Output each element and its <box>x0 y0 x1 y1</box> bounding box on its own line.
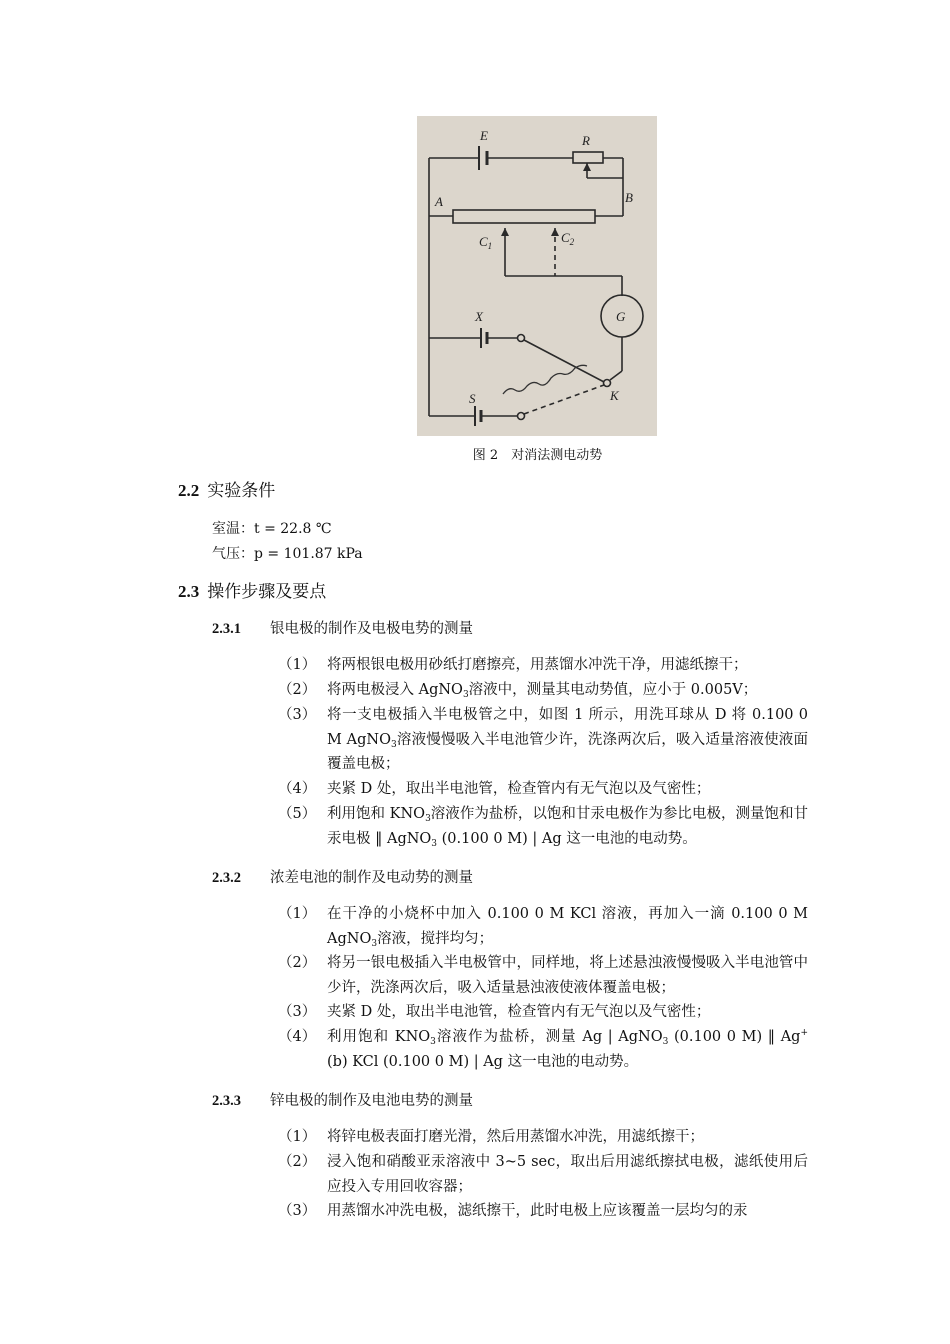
list-item: （2） 将两电极浸入 AgNO$_3$溶液中，测量其电动势值，应小于 0.005V； <box>278 682 758 700</box>
section-heading-2-3: 2.3 操作步骤及要点 <box>178 582 327 602</box>
circuit-figure <box>417 116 657 436</box>
list-item: （5） 利用饱和 $KNO_3$溶液作为盐桥，以饱和甘汞电极作为参比电极，测量饱和甘汞电极 ‖ AgNO$_3$ (0.100 0 M) | Ag 这一电池的电动势。 <box>278 806 808 849</box>
list-item: （3） 用蒸馏水冲洗电极，滤纸擦干，此时电极上应该覆盖一层均匀的汞 <box>278 1203 748 1219</box>
label-B: B <box>625 190 633 205</box>
label-C2: $C_2$ <box>561 230 575 247</box>
list-item: （3） 夹紧 D 处，取出半电池管，检查管内有无气泡以及气密性； <box>278 1004 711 1020</box>
list-item: （1） 在干净的小烧杯中加入 0.100 0 M KCl 溶液，再加入一滴 0.100 0 M AgNO$_3$溶液，搅拌均匀； <box>278 906 808 949</box>
label-A: A <box>435 194 443 209</box>
section-heading-2-3-2: 2.3.2 浓差电池的制作及电动势的测量 <box>212 870 473 886</box>
label-C1: $C_1$ <box>479 234 493 251</box>
list-item: （4） 夹紧 D 处，取出半电池管，检查管内有无气泡以及气密性； <box>278 781 711 797</box>
circuit-diagram <box>417 116 657 436</box>
label-G: G <box>616 309 626 324</box>
label-S: S <box>469 391 476 406</box>
section-heading-2-3-1: 2.3.1 银电极的制作及电极电势的测量 <box>212 621 473 637</box>
list-item: （1） 将两根银电极用砂纸打磨擦亮，用蒸馏水冲洗干净，用滤纸擦干； <box>278 657 748 673</box>
list-item: （3） 将一支电极插入半电极管之中，如图 1 所示，用洗耳球从 D 将 0.100 0 M AgNO$_3$溶液慢慢吸入半电池管少许，洗涤两次后，吸入适量溶液使液面覆盖电极； <box>278 707 808 772</box>
label-E: E <box>480 128 488 143</box>
list-item: （4） 利用饱和 $KNO_3$溶液作为盐桥，测量 Ag | AgNO$_3$ (0.100 0 M) ‖ Ag+ (b) KCl (0.100 0 M) | Ag 这一电池的电动势。 <box>278 1028 808 1070</box>
label-X: X <box>475 309 483 324</box>
list-item: （2） 将另一银电极插入半电极管中，同样地，将上述悬浊液慢慢吸入半电池管中少许，洗涤两次后，吸入适量悬浊液使液体覆盖电极； <box>278 955 808 996</box>
room-temperature: 室温：t = 22.8 ℃ <box>212 521 332 537</box>
handwritten-annotation <box>503 365 587 394</box>
figure-caption: 图 2 对消法测电动势 <box>472 448 603 463</box>
label-K: K <box>610 388 619 403</box>
list-item: （1） 将锌电极表面打磨光滑，然后用蒸馏水冲洗，用滤纸擦干； <box>278 1129 704 1145</box>
air-pressure: 气压：p = 101.87 kPa <box>212 546 363 562</box>
section-heading-2-3-3: 2.3.3 锌电极的制作及电池电势的测量 <box>212 1093 473 1109</box>
list-item: （2） 浸入饱和硝酸亚汞溶液中 3~5 sec，取出后用滤纸擦拭电极，滤纸使用后应投入专用回收容器； <box>278 1154 808 1195</box>
label-R: R <box>582 133 590 148</box>
section-heading-2-2: 2.2 实验条件 <box>178 481 276 501</box>
